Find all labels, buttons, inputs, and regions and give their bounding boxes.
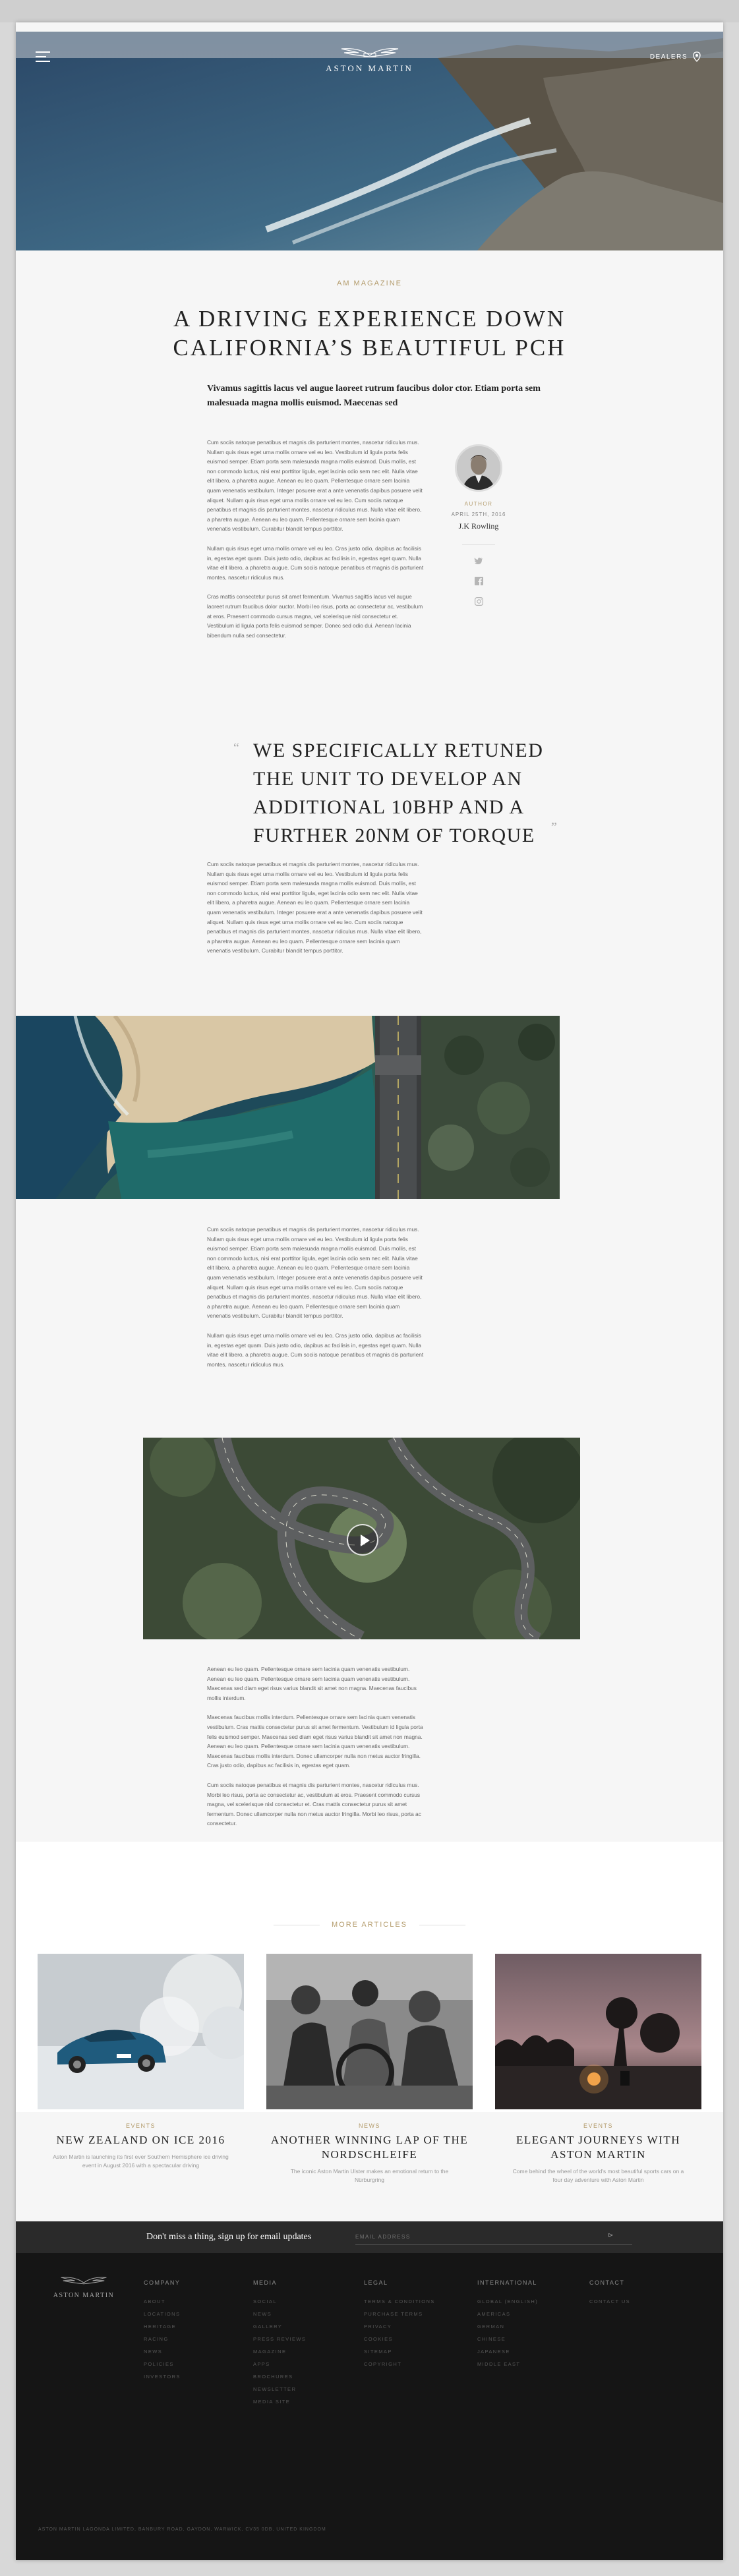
wings-icon (57, 2275, 110, 2286)
footer-link[interactable]: LOCATIONS (144, 2311, 181, 2317)
article-card[interactable] (495, 1954, 701, 2184)
article-subtitle: Vivamus sagittis lacus vel augue laoreet rutrum faucibus dolor ctor. Etiam porta sem malesuada magna mollis euismod. Maecenas sed (207, 384, 541, 408)
footer-link[interactable]: GLOBAL (ENGLISH) (477, 2298, 539, 2304)
card-category: EVENTS (125, 2122, 156, 2129)
paragraph: Cum sociis natoque penatibus et magnis dis parturient montes, nascetur ridiculus mus. Nullam quis risus eget urna mollis ornare vel eu leo. Vestibulum id ligula porta felis euismod semper. Etiam porta sem malesuada magna mollis euismod. Duis mollis, est non commodo luctus, nisi erat porttitor ligula, eget lacinia odio sem nec elit. Nulla vitae elit libero, a pharetra augue. Aenean eu leo quam. Pellentesque ornare sem lacinia quam venenatis vestibulum. Integer posuere erat a ante venenatis dapibus posuere velit aliquet. Nullam quis risus eget urna mollis ornare vel eu leo. Cum sociis natoque penatibus et magnis dis parturient montes, nascetur ridiculus mus. Nulla vitae elit libero, a pharetra augue. Aenean eu leo quam. Pellentesque ornare sem lacinia quam venenatis vestibulum. Curabitur blandit tempus porttitor. (207, 439, 423, 533)
paragraph: Cum sociis natoque penatibus et magnis dis parturient montes, nascetur ridiculus mus. Nullam quis risus eget urna mollis ornare vel eu leo. Vestibulum id ligula porta felis euismod semper. Etiam porta sem malesuada magna mollis euismod. Duis mollis, est non commodo luctus, nisi erat porttitor ligula, eget lacinia odio sem nec elit. Nulla vitae elit libero, a pharetra augue. Aenean eu leo quam. Pellentesque ornare sem lacinia quam venenatis vestibulum. Integer posuere erat a ante venenatis dapibus posuere velit aliquet. Nullam quis risus eget urna mollis ornare vel eu leo. Cum sociis natoque penatibus et magnis dis parturient montes, nascetur ridiculus mus. Nulla vitae elit libero, a pharetra augue. Aenean eu leo quam. Pellentesque ornare sem lacinia quam venenatis vestibulum. Curabitur blandit tempus porttitor. (207, 861, 423, 954)
footer-link[interactable]: CHINESE (477, 2336, 506, 2342)
quote-close-icon: ” (551, 820, 557, 834)
footer-link[interactable]: PRESS REVIEWS (253, 2336, 307, 2342)
footer-link[interactable]: MEDIA SITE (253, 2399, 291, 2405)
footer-link[interactable]: RACING (144, 2336, 169, 2342)
newsletter-bar (16, 2221, 723, 2253)
footer-heading: LEGAL (364, 2279, 388, 2286)
twitter-icon[interactable] (474, 557, 483, 565)
card-description: Aston Martin is launching its first ever Southern Hemisphere ice driving event in August 2016 with a spectacular driving (53, 2153, 229, 2169)
footer-link[interactable]: GERMAN (477, 2324, 505, 2329)
logo-text: ASTON MARTIN (326, 63, 413, 73)
footer-link[interactable]: SITEMAP (364, 2349, 392, 2355)
instagram-icon[interactable] (475, 597, 483, 606)
footer-logo-text: ASTON MARTIN (53, 2292, 115, 2299)
brand-logo[interactable] (16, 46, 723, 74)
footer-heading: INTERNATIONAL (477, 2279, 537, 2286)
submit-arrow-icon[interactable]: ⊳ (608, 2232, 614, 2239)
paragraph: Nullam quis risus eget urna mollis ornare vel eu leo. Cras justo odio, dapibus ac facilisis in, egestas eget quam. Duis justo odio, dapibus ac facilisis in, egestas eget quam. Nulla vitae elit libero, a pharetra augue. Cum sociis natoque penatibus et magnis dis parturient montes, nascetur ridiculus mus. (207, 1332, 424, 1368)
footer-column-international (477, 2279, 538, 2370)
article-kicker: AM MAGAZINE (336, 279, 402, 287)
article-card[interactable] (266, 1954, 473, 2184)
dealers-link[interactable] (650, 51, 701, 62)
footer-heading: MEDIA (253, 2279, 278, 2286)
paragraph: Cum sociis natoque penatibus et magnis dis parturient montes, nascetur ridiculus mus. Morbi leo risus, porta ac consectetur ac, vestibulum at eros. Praesent commodo cursus magna, vel scelerisque nisl consectetur et. Cras mattis consectetur purus sit amet fermentum. Donec ullamcorper nulla non metus auctor fringilla. Morbi leo risus, porta ac consectetur. (207, 1781, 421, 1827)
footer-link[interactable]: CONTACT US (589, 2298, 631, 2304)
pull-quote: WE SPECIFICALLY RETUNED THE UNIT TO DEVELOP AN ADDITIONAL 10BHP AND A FURTHER 20NM OF TORQUE (253, 740, 544, 846)
body-block (207, 438, 425, 650)
body-block (207, 1225, 425, 1379)
publish-date: APRIL 25TH, 2016 (451, 512, 506, 517)
footer-link[interactable]: INVESTORS (144, 2374, 181, 2380)
card-category: NEWS (359, 2122, 380, 2129)
email-input[interactable] (355, 2229, 632, 2245)
footer-link[interactable]: APPS (253, 2361, 270, 2367)
newsletter-text: Don't miss a thing, sign up for email updates (146, 2232, 312, 2242)
card-title[interactable]: NEW ZEALAND ON ICE 2016 (56, 2134, 225, 2146)
footer-heading: COMPANY (144, 2279, 181, 2286)
footer-link[interactable]: MAGAZINE (253, 2349, 287, 2355)
author-name: J.K Rowling (458, 521, 499, 531)
quote-open-icon: “ (233, 741, 239, 755)
footer-link[interactable]: MIDDLE EAST (477, 2361, 521, 2367)
article-title-line: CALIFORNIA’S BEAUTIFUL PCH (173, 335, 566, 361)
footer-link[interactable]: BROCHURES (253, 2374, 293, 2380)
page (16, 22, 723, 2560)
article-card[interactable] (38, 1954, 244, 2170)
footer-column-contact (589, 2279, 630, 2308)
card-title[interactable]: ANOTHER WINNING LAP OF THE NORDSCHLEIFE (270, 2134, 469, 2161)
footer (16, 2253, 723, 2560)
author-avatar (455, 444, 502, 492)
footer-link[interactable]: TERMS & CONDITIONS (364, 2298, 435, 2304)
footer-link[interactable]: COPYRIGHT (364, 2361, 402, 2367)
paragraph: Maecenas faucibus mollis interdum. Pellentesque ornare sem lacinia quam venenatis vestibulum. Cras mattis consectetur purus sit amet fermentum. Vestibulum id ligula porta felis euismod semper. Maecenas sed diam eget risus varius blandit sit amet non magna. Aenean eu leo quam. Pellentesque ornare sem lacinia quam venenatis vestibulum. Maecenas faucibus mollis interdum. Donec ullamcorper nulla non metus auctor fringilla. Cras justo odio, dapibus ac facilisis in, egestas eget quam. (207, 1714, 423, 1769)
footer-column-company (144, 2279, 181, 2383)
body-block (207, 860, 425, 966)
footer-link[interactable]: AMERICAS (477, 2311, 511, 2317)
card-image (495, 1954, 701, 2109)
footer-link[interactable]: PRIVACY (364, 2324, 392, 2329)
footer-heading: CONTACT (589, 2279, 625, 2286)
map-pin-icon (693, 51, 701, 62)
card-description: Come behind the wheel of the world's most beautiful sports cars on a four day adventure with Aston Martin (512, 2168, 684, 2183)
hero-image (16, 32, 723, 250)
footer-link[interactable]: GALLERY (253, 2324, 283, 2329)
footer-link[interactable]: POLICIES (144, 2361, 174, 2367)
author-role: AUTHOR (464, 501, 493, 507)
footer-link[interactable]: SOCIAL (253, 2298, 277, 2304)
divider (462, 544, 495, 545)
footer-link[interactable]: JAPANESE (477, 2349, 510, 2355)
footer-link[interactable]: NEWS (144, 2349, 163, 2355)
card-image (266, 1954, 473, 2109)
card-category: EVENTS (583, 2122, 613, 2129)
footer-column-media (253, 2279, 306, 2408)
video-player[interactable] (143, 1438, 580, 1639)
footer-logo[interactable] (47, 2275, 120, 2299)
browser-frame-top (0, 0, 739, 22)
aerial-coast-image (16, 1016, 560, 1199)
paragraph: Cum sociis natoque penatibus et magnis dis parturient montes, nascetur ridiculus mus. Nullam quis risus eget urna mollis ornare vel eu leo. Vestibulum id ligula porta felis euismod semper. Etiam porta sem malesuada magna mollis euismod. Duis mollis, est non commodo luctus, nisi erat porttitor ligula, eget lacinia odio sem nec elit. Nulla vitae elit libero, a pharetra augue. Aenean eu leo quam. Pellentesque ornare sem lacinia quam venenatis vestibulum. Integer posuere erat a ante venenatis dapibus posuere velit aliquet. Nullam quis risus eget urna mollis ornare vel eu leo. Cum sociis natoque penatibus et magnis dis parturient montes, nascetur ridiculus mus. Nulla vitae elit libero, a pharetra augue. Aenean eu leo quam. Pellentesque ornare sem lacinia quam venenatis vestibulum. Curabitur blandit tempus porttitor. (207, 1226, 423, 1320)
paragraph: Aenean eu leo quam. Pellentesque ornare sem lacinia quam venenatis vestibulum. Aenean eu leo quam. Pellentesque ornare sem lacinia quam venenatis vestibulum. Maecenas sed diam eget risus varius blandit sit amet non magna. Maecenas faucibus mollis interdum. (207, 1666, 417, 1701)
article-title (16, 305, 723, 363)
footer-link[interactable]: NEWS (253, 2311, 272, 2317)
article-title-line: A DRIVING EXPERIENCE DOWN (173, 306, 566, 332)
card-description: The iconic Aston Martin Ulster makes an emotional return to the Nürburgring (290, 2168, 449, 2183)
card-title[interactable]: ELEGANT JOURNEYS WITH ASTON MARTIN (516, 2134, 681, 2161)
footer-column-legal (364, 2279, 435, 2370)
paragraph: Cras mattis consectetur purus sit amet fermentum. Vivamus sagittis lacus vel augue laoreet rutrum faucibus dolor auctor. Morbi leo risus, porta ac consectetur ac, vestibulum at eros. Praesent commodo cursus magna, vel scelerisque nisl consectetur et. Vestibulum id ligula porta felis euismod semper. Donec sed odio dui. Aenean lacinia bibendum nulla sed consectetur. (207, 593, 423, 639)
footer-link[interactable]: COOKIES (364, 2336, 393, 2342)
social-share (449, 557, 508, 606)
facebook-icon[interactable] (475, 577, 483, 585)
body-block (207, 1664, 425, 1838)
author-card (449, 444, 508, 606)
card-image (38, 1954, 244, 2109)
copyright-text: ASTON MARTIN LAGONDA LIMITED, BANBURY ROAD, GAYDON, WARWICK, CV35 0DB, UNITED KINGDOM (38, 2527, 326, 2532)
paragraph: Nullam quis risus eget urna mollis ornare vel eu leo. Cras justo odio, dapibus ac facilisis in, egestas eget quam. Duis justo odio, dapibus ac facilisis in, egestas eget quam. Nulla vitae elit libero, a pharetra augue. Cum sociis natoque penatibus et magnis dis parturient montes, nascetur ridiculus mus. (207, 544, 424, 581)
footer-link[interactable]: ABOUT (144, 2298, 165, 2304)
dealers-label: DEALERS (649, 53, 688, 61)
footer-link[interactable]: NEWSLETTER (253, 2386, 297, 2392)
more-articles-title: MORE ARTICLES (16, 1921, 723, 1929)
wings-icon (340, 46, 399, 59)
footer-link[interactable]: HERITAGE (144, 2324, 176, 2329)
footer-link[interactable]: PURCHASE TERMS (364, 2311, 423, 2317)
play-icon[interactable] (347, 1524, 378, 1556)
